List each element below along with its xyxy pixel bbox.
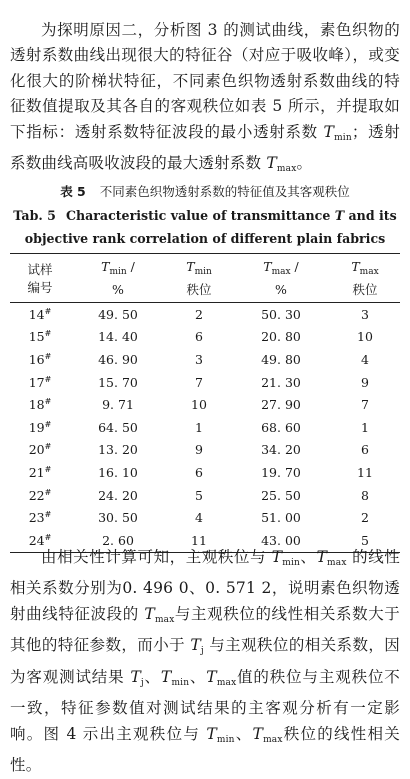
header-line xyxy=(330,258,400,281)
cell-tmin: 30. 50 xyxy=(98,510,138,526)
symbol-subscript: max xyxy=(216,677,237,688)
header-line xyxy=(70,258,166,281)
cell-tmax: 19. 70 xyxy=(261,464,301,480)
table-row xyxy=(10,439,400,462)
sample-number: 14 xyxy=(28,306,45,322)
sample-number: 18 xyxy=(28,397,45,413)
cell-tmin: 9. 71 xyxy=(102,397,134,413)
symbol-t: T xyxy=(316,547,328,566)
table-row xyxy=(10,371,400,394)
header-line: 编号 xyxy=(27,279,53,295)
table-title-en-part: and its objective rank correlation of different plain fabrics xyxy=(24,208,397,246)
cell-tmin-rank: 7 xyxy=(195,374,203,390)
table-caption-en xyxy=(8,204,402,250)
symbol-t: T xyxy=(190,636,201,654)
header-line xyxy=(232,258,330,281)
cell-tmax: 51. 00 xyxy=(261,510,301,526)
sample-mark: # xyxy=(44,329,52,339)
sample-mark: # xyxy=(44,419,52,429)
cell-tmax: 34. 20 xyxy=(261,442,301,458)
cell-tmin: 49. 50 xyxy=(98,306,138,322)
symbol-t: T xyxy=(323,122,335,141)
cell-tmax-rank: 9 xyxy=(361,374,369,390)
sample-number: 24 xyxy=(28,532,45,548)
header-sample-id xyxy=(10,254,70,303)
table-header xyxy=(10,254,400,303)
symbol-subscript: min xyxy=(171,677,190,688)
header-line: 秩位 xyxy=(186,282,212,297)
sample-mark: # xyxy=(44,306,52,316)
symbol-subscript: min xyxy=(216,734,235,745)
cell-tmax-rank: 2 xyxy=(361,510,369,526)
symbol-t: T xyxy=(266,154,277,172)
header-line: 试样 xyxy=(27,261,53,277)
symbol-subscript: min xyxy=(194,267,212,277)
sample-mark: # xyxy=(44,532,52,542)
symbol-t: T xyxy=(206,724,217,743)
table-caption-cn xyxy=(0,182,410,200)
sample-number: 15 xyxy=(28,329,45,345)
sample-mark: # xyxy=(44,510,52,520)
text-span: 为探明原因二，分析图 3 的测试曲线，素色织物的透射系数曲线出现很大的特征谷（对应于吸收峰），或变化很大的阶梯状特征，不同素色织物透射系数曲线的特征数值提取及其各自的客观秩位如表 5 所示，并提取如下指标：透射系数特征波段的最小透射系数 xyxy=(10,20,400,141)
cell-sample-id xyxy=(10,439,70,462)
header-tmax-rank xyxy=(330,254,400,303)
table-body xyxy=(10,303,400,553)
cell-tmin: 2. 60 xyxy=(70,529,166,552)
text-span: 与主观秩位的线性相关系数大于其他的特征参数，而小于 xyxy=(10,604,400,654)
cell-tmax: 68. 60 xyxy=(261,419,301,435)
table-row xyxy=(10,461,400,484)
cell-sample-id xyxy=(10,348,70,371)
text-span: 、 xyxy=(189,667,207,686)
text-span: ；透射系数曲线高吸收波段的最大透射系数 xyxy=(10,122,400,172)
header-tmin-rank xyxy=(166,254,232,303)
cell-sample-id xyxy=(10,326,70,349)
symbol-subscript: max xyxy=(276,164,297,174)
header-line: % xyxy=(275,282,287,297)
symbol-t: T xyxy=(334,208,345,223)
text-span: 的线性相关系数分别为0. 496 0、0. 571 2，说明素色织物透射曲线特征波段的 xyxy=(10,547,400,623)
cell-tmin-rank: 4 xyxy=(195,510,203,526)
text-span: 。 xyxy=(296,154,313,172)
cell-tmin-rank: 6 xyxy=(195,464,203,480)
cell-tmax-rank: 4 xyxy=(361,351,369,367)
text-span: 与主观秩位的相关系数，因为客观测试结果 xyxy=(10,636,400,686)
cell-sample-id xyxy=(10,371,70,394)
cell-tmin: 15. 70 xyxy=(98,374,138,390)
data-table xyxy=(10,253,400,553)
cell-tmax-rank: 11 xyxy=(357,464,373,480)
text-span: 、 xyxy=(234,724,253,743)
cell-sample-id xyxy=(10,506,70,529)
symbol-subscript: max xyxy=(359,267,379,277)
header-row xyxy=(10,254,400,303)
symbol-subscript: j xyxy=(200,646,204,656)
cell-tmax-rank: 8 xyxy=(361,487,369,503)
header-line xyxy=(166,258,232,281)
sample-number: 19 xyxy=(28,419,45,435)
sample-mark: # xyxy=(44,397,52,407)
table-row xyxy=(10,506,400,529)
table-title-en-part: Characteristic value of transmittance xyxy=(65,208,335,223)
cell-tmax: 20. 80 xyxy=(261,329,301,345)
table-row xyxy=(10,484,400,507)
sample-mark: # xyxy=(44,487,52,497)
cell-tmax: 21. 30 xyxy=(261,374,301,390)
symbol-t: T xyxy=(160,667,172,686)
text-span: 、 xyxy=(300,547,317,566)
symbol-t: T xyxy=(271,547,283,566)
cell-tmin: 14. 40 xyxy=(98,329,138,345)
cell-tmin-rank: 10 xyxy=(191,397,207,413)
sample-mark: # xyxy=(44,442,52,452)
sample-mark: # xyxy=(44,464,52,474)
text-span: 秩位的线性相关性。 xyxy=(10,724,401,774)
symbol-t: T xyxy=(351,259,360,274)
symbol-t: T xyxy=(252,724,264,743)
sample-mark: # xyxy=(44,374,52,384)
cell-sample-id xyxy=(10,484,70,507)
cell-tmax-rank: 5 xyxy=(330,529,400,552)
cell-tmin-rank: 6 xyxy=(195,329,203,345)
cell-tmin: 46. 90 xyxy=(98,351,138,367)
cell-tmin-rank: 1 xyxy=(195,419,203,435)
text-span: 值的秩位与主观秩位不一致，特征参数值对测试结果的主客观分析有一定影响。图 4 示出主观秩位与 xyxy=(10,667,401,743)
symbol-t: T xyxy=(144,604,155,623)
cell-tmin: 13. 20 xyxy=(98,442,138,458)
cell-tmax-rank: 1 xyxy=(361,419,369,435)
sample-number: 20 xyxy=(28,442,45,458)
symbol-subscript: j xyxy=(140,677,144,688)
cell-tmax-rank: 7 xyxy=(361,397,369,413)
sample-mark: # xyxy=(44,351,52,361)
cell-tmax: 25. 50 xyxy=(261,487,301,503)
cell-tmin-rank: 2 xyxy=(195,306,203,322)
cell-tmin-rank: 11 xyxy=(166,529,232,552)
table-row xyxy=(10,348,400,371)
symbol-t: T xyxy=(206,667,217,686)
symbol-t: T xyxy=(263,259,272,274)
header-line: 秩位 xyxy=(352,282,378,297)
table-row xyxy=(10,326,400,349)
cell-sample-id xyxy=(10,461,70,484)
cell-tmin: 16. 10 xyxy=(98,464,138,480)
symbol-subscript: max xyxy=(154,614,175,625)
table-row xyxy=(10,393,400,416)
symbol-subscript: max xyxy=(327,557,347,568)
table-title-cn: 不同素色织物透射系数的特征值及其客观秩位 xyxy=(99,184,350,199)
cell-sample-id xyxy=(10,303,70,326)
symbol-subscript: min xyxy=(109,267,127,277)
cell-sample-id xyxy=(10,393,70,416)
cell-tmax-rank: 10 xyxy=(357,329,373,345)
cell-tmin: 24. 20 xyxy=(98,487,138,503)
cell-tmin-rank: 5 xyxy=(195,487,203,503)
symbol-subscript: max xyxy=(271,267,291,277)
cell-tmax-rank: 6 xyxy=(361,442,369,458)
cell-sample-id xyxy=(10,416,70,439)
cell-tmax: 43. 00 xyxy=(232,529,330,552)
table-row xyxy=(10,416,400,439)
header-unit-slash: / xyxy=(290,259,299,274)
sample-number: 17 xyxy=(28,374,45,390)
sample-number: 23 xyxy=(28,510,45,526)
sample-number: 22 xyxy=(28,487,45,503)
symbol-t: T xyxy=(101,259,110,274)
header-line: % xyxy=(112,282,124,297)
paragraph-intro xyxy=(10,18,400,183)
sample-number: 16 xyxy=(28,351,45,367)
symbol-t: T xyxy=(186,259,195,274)
cell-tmax: 49. 80 xyxy=(261,351,301,367)
symbol-subscript: min xyxy=(282,557,301,568)
header-tmax xyxy=(232,254,330,303)
cell-tmin-rank: 9 xyxy=(195,442,203,458)
sample-number: 21 xyxy=(28,464,45,480)
cell-tmax: 50. 30 xyxy=(261,306,301,322)
cell-tmax: 27. 90 xyxy=(261,397,301,413)
cell-tmax-rank: 3 xyxy=(361,306,369,322)
header-unit-slash: / xyxy=(126,259,135,274)
text-span: 、 xyxy=(143,667,161,686)
table-label-en: Tab. 5 xyxy=(13,208,56,223)
table-row xyxy=(10,303,400,326)
text-span: 由相关性计算可知，主观秩位与 xyxy=(41,547,272,566)
cell-tmin-rank: 3 xyxy=(195,351,203,367)
header-tmin xyxy=(70,254,166,303)
symbol-subscript: max xyxy=(263,734,283,745)
paragraph-correlation xyxy=(10,545,400,779)
symbol-subscript: min xyxy=(334,132,352,143)
cell-tmin: 64. 50 xyxy=(98,419,138,435)
table-label-cn: 表 5 xyxy=(60,184,86,199)
symbol-t: T xyxy=(130,667,141,686)
